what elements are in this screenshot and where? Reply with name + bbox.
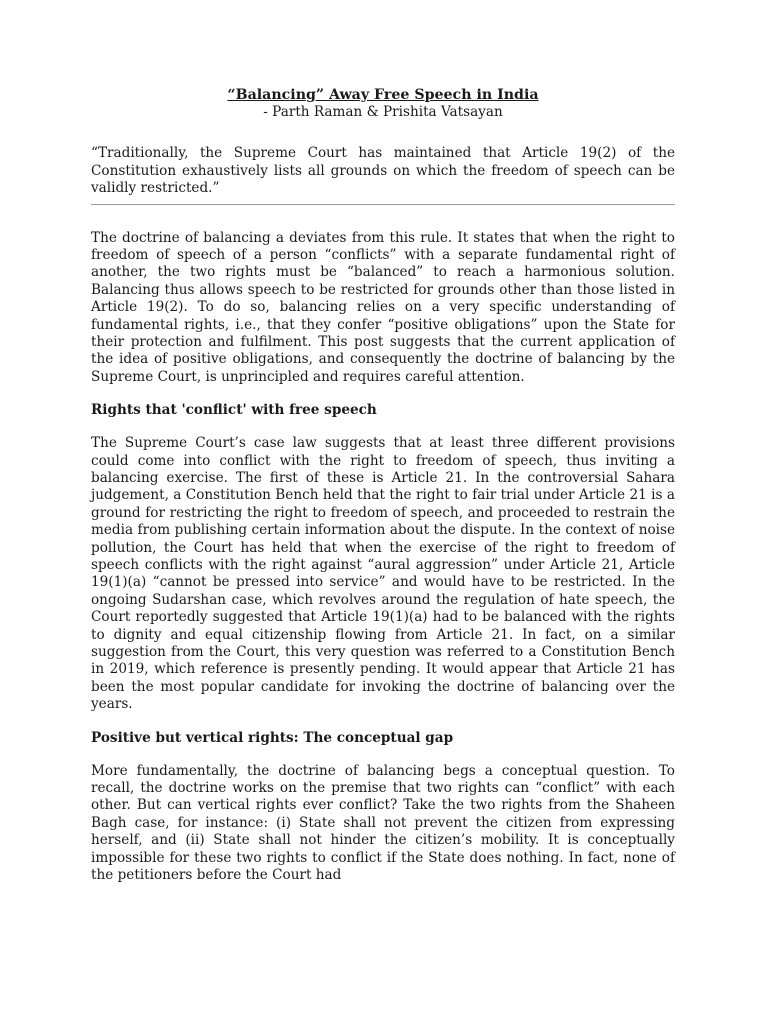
section-paragraph-conflict: The Supreme Court’s case law suggests that at least three different provisions could come into conflict with the right to freedom of speech, thus inviting a balancing exercise. The first of these is Article 21. In the controversial Sahara judgement, a Constitution Bench held that the right to fair trial under Article 21 is a ground for restricting the right to freedom of speech, and proceeded to restrain the media from publishing certain information about the dispute. In the context of noise pollution, the Court has held that when the exercise of the right to freedom of speech conflicts with the right against “aural aggression” under Article 21, Article 19(1)(a) “cannot be pressed into service” and would have to be restricted. In the ongoing Sudarshan case, which revolves around the regulation of hate speech, the Court reportedly suggested that Article 19(1)(a) had to be balanced with the rights to dignity and equal citizenship flowing from Article 21. In fact, on a similar suggestion from the Court, this very question was referred to a Constitution Bench in 2019, which reference is presently pending. It would appear that Article 21 has been the most popular candidate for invoking the doctrine of balancing over the years. [91, 435, 675, 713]
pull-quote: “Traditionally, the Supreme Court has maintained that Article 19(2) of the Constitution exhaustively lists all grounds on which the freedom of speech can be validly restricted.” [91, 145, 675, 205]
section-heading-vertical-rights: Positive but vertical rights: The conceptual gap [91, 729, 454, 746]
author-byline: - Parth Raman & Prishita Vatsayan [263, 104, 503, 120]
section-heading-conflict: Rights that 'conflict' with free speech [91, 402, 377, 419]
document-page [91, 87, 675, 901]
section-paragraph-vertical-rights: More fundamentally, the doctrine of balancing begs a conceptual question. To recall, the doctrine works on the premise that two rights can “conflict” with each other. But can vertical rights ever conflict? Take the two rights from the Shaheen Bagh case, for instance: (i) State shall not prevent the citizen from expressing herself, and (ii) State shall not hinder the citizen’s mobility. It is conceptually impossible for these two rights to conflict if the State does nothing. In fact, none of the petitioners before the Court had [91, 762, 675, 884]
intro-paragraph: The doctrine of balancing a deviates from this rule. It states that when the right to freedom of speech of a person “conflicts” with a separate fundamental right of another, the two rights must be “balanced” to reach a harmonious solution. Balancing thus allows speech to be restricted for grounds other than those listed in Article 19(2). To do so, balancing relies on a very specific understanding of fundamental rights, i.e., that they confer “positive obligations” upon the State for their protection and fulfilment. This post suggests that the current application of the idea of positive obligations, and consequently the doctrine of balancing by the Supreme Court, is unprincipled and requires careful attention. [91, 229, 675, 385]
title-block [91, 87, 675, 121]
article-title: “Balancing” Away Free Speech in India [227, 87, 539, 103]
